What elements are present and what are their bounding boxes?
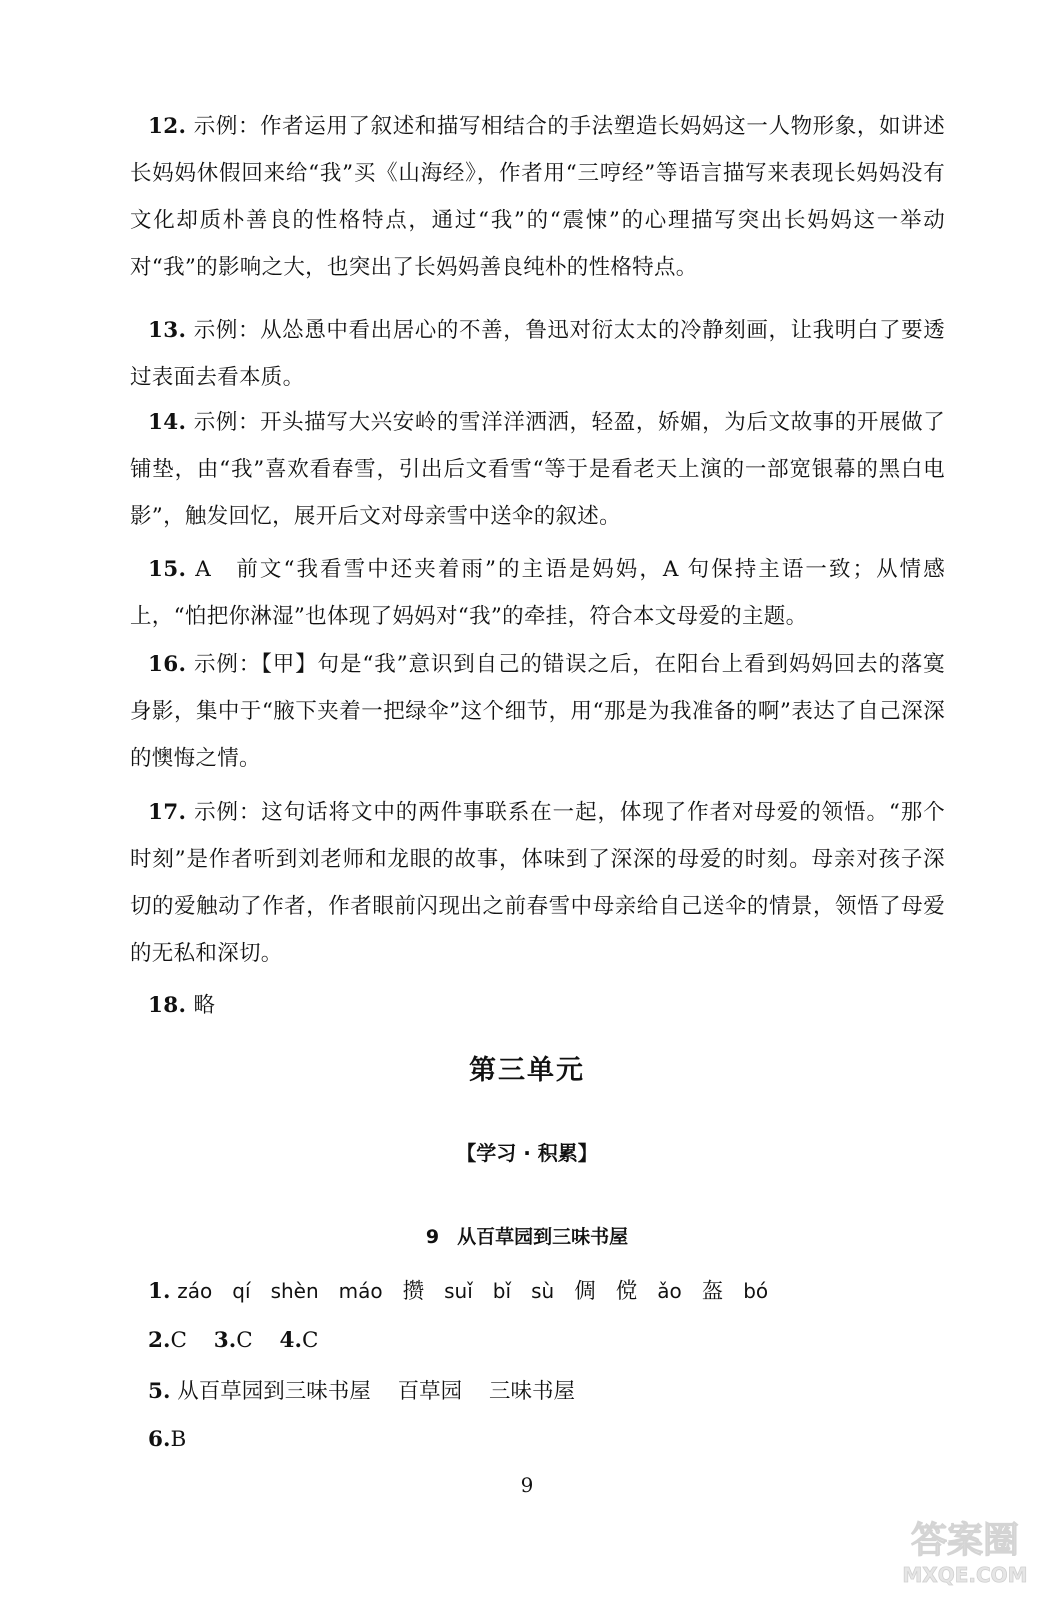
answer-16: [130, 641, 945, 782]
exercise-answer: C: [236, 1328, 253, 1353]
answer-17: [130, 789, 945, 977]
watermark-url: MXQE.COM: [902, 1563, 1028, 1587]
answer-text: 示例：开头描写大兴安岭的雪洋洋洒洒，轻盈，娇媚，为后文故事的开展做了铺垫，由“我”喜欢看春雪，引出后文看雪“等于是看老天上演的一部宽银幕的黑白电影”，触发回忆，展开后文对母亲雪中送伞的叙述。: [130, 410, 945, 529]
exercise-6: [148, 1425, 186, 1455]
pinyin-answer-item: shèn: [270, 1279, 319, 1303]
exercise-number: 6.: [148, 1427, 171, 1452]
page-number: 9: [520, 1473, 534, 1497]
exercise-2-4: [148, 1326, 338, 1356]
answer-13: [130, 307, 945, 401]
pinyin-answer-item: 傥: [615, 1279, 638, 1304]
answer-12: [130, 103, 945, 291]
pinyin-answer-item: ǎo: [657, 1279, 682, 1303]
lesson-number: 9: [425, 1226, 440, 1248]
exercise-number: 4.: [279, 1328, 302, 1353]
pinyin-answer-item: bǐ: [492, 1279, 512, 1303]
answer-text: A 前文“我看雪中还夹着雨”的主语是妈妈，A 句保持主语一致；从情感上，“怕把你淋湿”也体现了妈妈对“我”的牵挂，符合本文母爱的主题。: [130, 557, 946, 629]
answer-number: 16.: [148, 652, 187, 677]
answer-text: 示例：这句话将文中的两件事联系在一起，体现了作者对母爱的领悟。“那个时刻”是作者听到刘老师和龙眼的故事，体味到了深深的母爱的时刻。母亲对孩子深切的爱触动了作者，作者眼前闪现出之前春雪中母亲给自己送伞的情景，领悟了母爱的无私和深切。: [130, 800, 945, 966]
answer-text: 示例：作者运用了叙述和描写相结合的手法塑造长妈妈这一人物形象，如讲述长妈妈休假回来给“我”买《山海经》，作者用“三哼经”等语言描写来表现长妈妈没有文化却质朴善良的性格特点，通过“我”的“震悚”的心理描写突出长妈妈这一举动对“我”的影响之大，也突出了长妈妈善良纯朴的性格特点。: [130, 114, 945, 280]
answer-number: 17.: [148, 800, 187, 825]
pinyin-answer-item: 倜: [574, 1279, 596, 1304]
answer-text: 略: [193, 993, 216, 1018]
unit-title: 第三单元: [469, 1055, 585, 1086]
answer-number: 14.: [148, 410, 187, 435]
answer-number: 18.: [148, 993, 187, 1018]
pinyin-answer-item: záo: [177, 1279, 213, 1303]
answer-number: 12.: [148, 114, 187, 139]
exercise-number: 3.: [213, 1328, 237, 1353]
pinyin-answer-item: bó: [743, 1279, 769, 1303]
exercise-number: 1.: [148, 1279, 171, 1304]
pinyin-answers: [177, 1279, 788, 1304]
exercise-answer: C: [170, 1328, 187, 1353]
section-title: 【学习 · 积累】: [456, 1141, 598, 1165]
answer-text: 示例：【甲】句是“我”意识到自己的错误之后，在阳台上看到妈妈回去的落寞身影，集中于“腋下夹着一把绿伞”这个细节，用“那是为我准备的啊”表达了自己深深的懊悔之情。: [130, 652, 945, 771]
exercise-number: 5.: [148, 1379, 171, 1404]
watermark-text: 答案圈: [910, 1520, 1020, 1561]
exercise-answer: B: [170, 1427, 187, 1452]
answer-number: 15.: [148, 557, 187, 582]
pinyin-answer-item: máo: [338, 1279, 383, 1303]
pinyin-answer-item: 盔: [701, 1279, 724, 1304]
watermark-logo: [890, 1510, 1040, 1590]
exercise-answer: 百草园: [397, 1379, 463, 1404]
pinyin-answer-item: qí: [232, 1279, 251, 1303]
exercise-answer: C: [301, 1328, 319, 1353]
exercise-answer: 从百草园到三味书屋: [177, 1379, 371, 1404]
lesson-title: [0, 1222, 1054, 1249]
answer-text: 示例：从怂恿中看出居心的不善，鲁迅对衍太太的冷静刻画，让我明白了要透过表面去看本质。: [130, 318, 945, 390]
pinyin-answer-item: 攒: [402, 1279, 425, 1304]
exercise-answer: 三味书屋: [489, 1379, 576, 1404]
answer-number: 13.: [148, 318, 187, 343]
pinyin-answer-item: sù: [531, 1279, 555, 1303]
answer-18: [130, 982, 945, 1029]
answer-15: [130, 546, 945, 640]
pinyin-answer-item: suǐ: [444, 1279, 473, 1303]
lesson-name: 从百草园到三味书屋: [457, 1226, 629, 1248]
exercise-1: [148, 1276, 788, 1307]
exercise-5: [148, 1377, 595, 1407]
answer-14: [130, 399, 945, 540]
exercise-number: 2.: [148, 1328, 171, 1353]
